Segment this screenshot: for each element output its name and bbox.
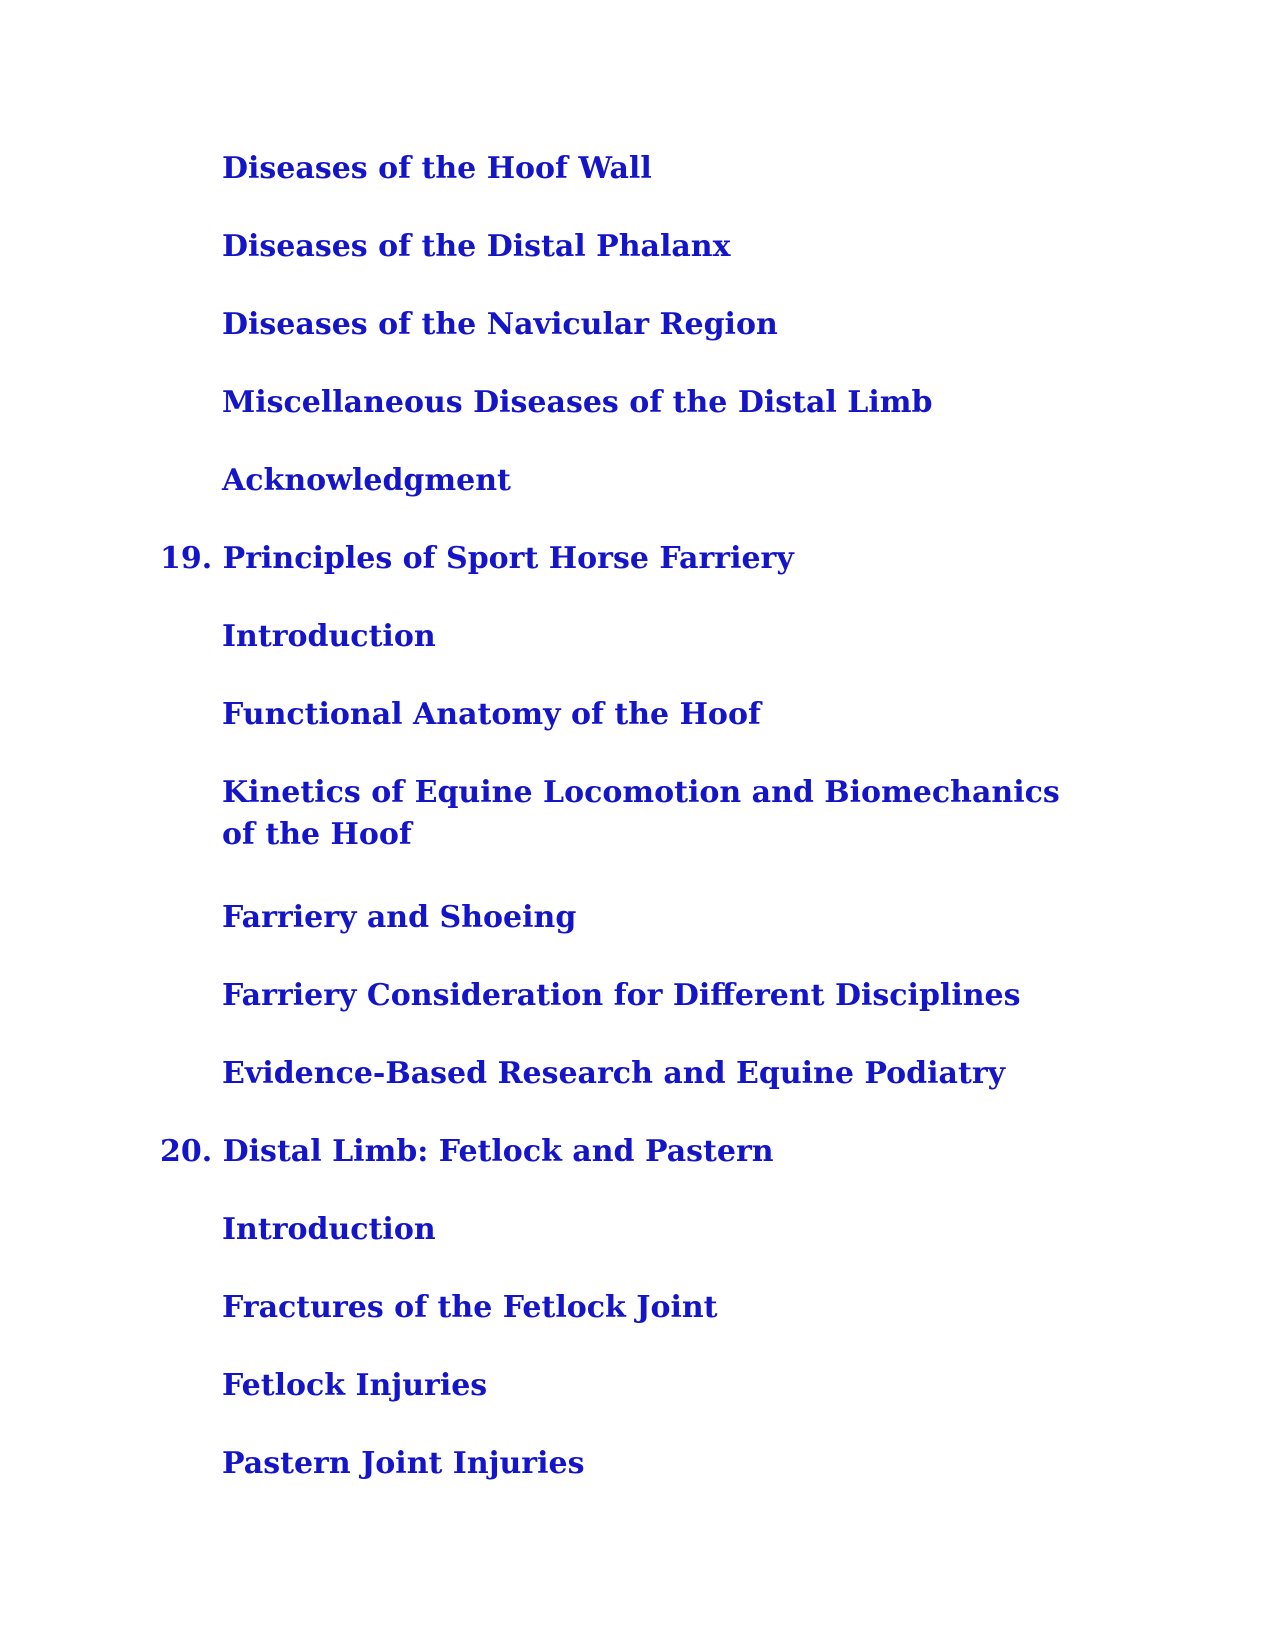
toc-chapter-20-link[interactable]: 20. Distal Limb: Fetlock and Pastern: [160, 1134, 774, 1169]
toc-chapter-19-link[interactable]: 19. Principles of Sport Horse Farriery: [160, 541, 794, 576]
toc-link-introduction-ch19[interactable]: Introduction: [222, 619, 436, 654]
toc-link-fetlock-injuries[interactable]: Fetlock Injuries: [222, 1368, 488, 1403]
toc-link-evidence-based-research[interactable]: Evidence-Based Research and Equine Podiatry: [222, 1056, 1006, 1091]
toc-link-diseases-of-the-navicular-region[interactable]: Diseases of the Navicular Region: [222, 307, 778, 342]
toc-link-acknowledgment[interactable]: Acknowledgment: [222, 463, 511, 498]
toc-link-miscellaneous-diseases-of-the-distal-limb[interactable]: Miscellaneous Diseases of the Distal Limb: [222, 385, 933, 420]
toc-link-farriery-and-shoeing[interactable]: Farriery and Shoeing: [222, 900, 577, 935]
toc-link-diseases-of-the-hoof-wall[interactable]: Diseases of the Hoof Wall: [222, 151, 652, 186]
toc-link-introduction-ch20[interactable]: Introduction: [222, 1212, 436, 1247]
toc-link-farriery-consideration-for-different-disciplines[interactable]: Farriery Consideration for Different Disciplines: [222, 978, 1021, 1013]
toc-link-pastern-joint-injuries[interactable]: Pastern Joint Injuries: [222, 1446, 585, 1481]
toc-link-fractures-of-the-fetlock-joint[interactable]: Fractures of the Fetlock Joint: [222, 1290, 718, 1325]
toc-link-diseases-of-the-distal-phalanx[interactable]: Diseases of the Distal Phalanx: [222, 229, 731, 264]
toc-link-functional-anatomy-of-the-hoof[interactable]: Functional Anatomy of the Hoof: [222, 697, 761, 732]
toc-link-kinetics-of-equine-locomotion[interactable]: Kinetics of Equine Locomotion and Biomechanics of the Hoof: [222, 775, 1060, 852]
